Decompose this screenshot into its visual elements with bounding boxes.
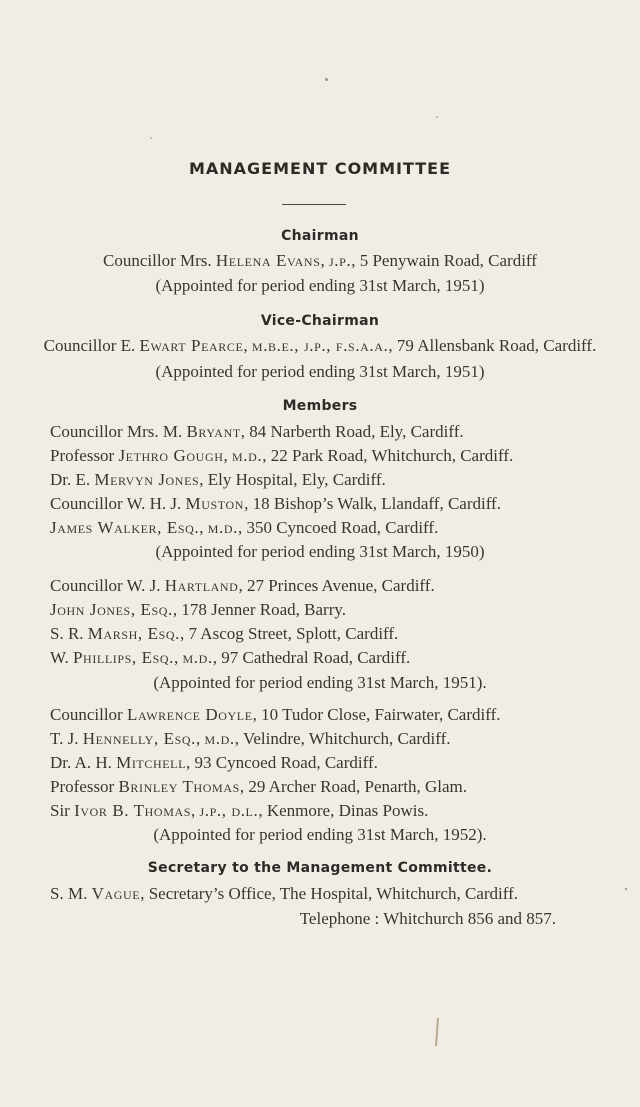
entry-name: Jethro Gough: [118, 446, 224, 465]
entry-name: Marsh, Esq.: [87, 624, 180, 643]
entry-address: , 84 Narberth Road, Ely, Cardiff.: [240, 422, 464, 441]
entry-separator: ,: [174, 648, 183, 667]
chairman-heading: Chairman: [281, 228, 359, 244]
entry-prefix: Sir: [50, 801, 75, 820]
entry-address: , 5 Penywain Road, Cardiff: [351, 251, 537, 270]
members-heading: Members: [282, 398, 358, 414]
entry-prefix: Councillor: [50, 705, 127, 724]
vice-chairman-entry: [0, 336, 640, 356]
entry-qualifications: m.d.: [182, 648, 213, 667]
entry-name: John Jones, Esq.: [50, 600, 173, 619]
secretary-entry: [50, 884, 518, 904]
entry-qualifications: m.b.e., j.p., f.s.a.a.: [251, 336, 389, 355]
entry-address: , Secretary’s Office, The Hospital, Whitchurch, Cardiff.: [140, 884, 519, 903]
entry-prefix: Councillor W. J.: [50, 576, 165, 595]
member-entry: [50, 624, 398, 644]
entry-prefix: Professor: [50, 777, 119, 796]
entry-name: Hartland: [164, 576, 239, 595]
member-entry: [50, 600, 346, 620]
members-appointment: (Appointed for period ending 31st March, 1951).: [153, 673, 487, 692]
page-title: MANAGEMENT COMMITTEE: [188, 159, 452, 178]
member-entry: [50, 494, 501, 514]
vice-chairman-heading: Vice-Chairman: [260, 313, 380, 329]
entry-qualifications: j.p., d.l.: [199, 801, 259, 820]
entry-name: Brinley Thomas: [118, 777, 240, 796]
entry-address: , 29 Archer Road, Penarth, Glam.: [239, 777, 467, 796]
member-entry: [50, 705, 501, 725]
entry-separator: ,: [223, 446, 232, 465]
entry-address: , 18 Bishop’s Walk, Llandaff, Cardiff.: [244, 494, 501, 513]
member-entry: [50, 801, 428, 821]
entry-separator: ,: [199, 518, 208, 537]
member-entry: [50, 753, 378, 773]
entry-separator: ,: [196, 729, 205, 748]
entry-address: , 7 Ascog Street, Splott, Cardiff.: [180, 624, 399, 643]
paper-speck: [325, 78, 328, 81]
entry-qualifications: j.p.: [328, 251, 352, 270]
entry-prefix: Councillor Mrs. M.: [50, 422, 187, 441]
entry-separator: ,: [191, 801, 200, 820]
member-entry: [50, 446, 513, 466]
entry-address: , 97 Cathedral Road, Cardiff.: [212, 648, 411, 667]
entry-name: Phillips, Esq.: [73, 648, 174, 667]
entry-prefix: S. R.: [50, 624, 88, 643]
entry-separator: ,: [320, 251, 329, 270]
paper-speck: [625, 888, 627, 890]
member-entry: [50, 422, 464, 442]
entry-address: , 10 Tudor Close, Fairwater, Cardiff.: [252, 705, 501, 724]
entry-name: Helena Evans: [215, 251, 321, 270]
member-entry: [50, 576, 435, 596]
entry-prefix: T. J.: [50, 729, 83, 748]
entry-name: Mervyn Jones: [94, 470, 200, 489]
entry-address: , Kenmore, Dinas Powis.: [258, 801, 429, 820]
entry-address: , 79 Allensbank Road, Cardiff.: [388, 336, 597, 355]
member-entry: [50, 648, 410, 668]
entry-prefix: Dr. A. H.: [50, 753, 117, 772]
entry-address: , 178 Jenner Road, Barry.: [172, 600, 346, 619]
entry-address: , 93 Cyncoed Road, Cardiff.: [186, 753, 378, 772]
secretary-heading: Secretary to the Management Committee.: [147, 860, 493, 876]
entry-qualifications: m.d.: [207, 518, 238, 537]
entry-address: , Ely Hospital, Ely, Cardiff.: [199, 470, 386, 489]
chairman-appointment: (Appointed for period ending 31st March, 1951): [155, 276, 485, 295]
member-entry: [50, 470, 386, 490]
paper-stain: [435, 1018, 439, 1046]
entry-name: Muston: [185, 494, 245, 513]
entry-qualifications: m.d.: [204, 729, 235, 748]
member-entry: [50, 518, 438, 538]
entry-name: Hennelly, Esq.: [82, 729, 197, 748]
entry-name: James Walker, Esq.: [50, 518, 200, 537]
entry-separator: ,: [243, 336, 252, 355]
telephone-line: Telephone : Whitchurch 856 and 857.: [299, 909, 556, 928]
chairman-entry: [0, 251, 640, 271]
entry-name: Ewart Pearce: [139, 336, 244, 355]
entry-prefix: Councillor E.: [43, 336, 140, 355]
paper-speck: [436, 116, 438, 118]
title-divider: [282, 204, 346, 205]
vice-chairman-appointment: (Appointed for period ending 31st March, 1951): [155, 362, 485, 381]
entry-name: Mitchell: [116, 753, 187, 772]
entry-prefix: Councillor Mrs.: [103, 251, 216, 270]
entry-qualifications: m.d.: [231, 446, 263, 465]
entry-prefix: W.: [50, 648, 73, 667]
entry-name: Lawrence Doyle: [126, 705, 253, 724]
entry-prefix: Dr. E.: [50, 470, 95, 489]
entry-address: , 27 Princes Avenue, Cardiff.: [238, 576, 435, 595]
entry-name: Bryant: [186, 422, 241, 441]
entry-name: Ivor B. Thomas: [74, 801, 191, 820]
entry-prefix: Councillor W. H. J.: [50, 494, 186, 513]
members-appointment: (Appointed for period ending 31st March, 1952).: [153, 825, 487, 844]
entry-address: , 350 Cyncoed Road, Cardiff.: [237, 518, 439, 537]
paper-speck: [150, 137, 152, 139]
members-appointment: (Appointed for period ending 31st March, 1950): [155, 542, 485, 561]
entry-name: Vague: [91, 884, 141, 903]
entry-prefix: Professor: [50, 446, 119, 465]
entry-address: , 22 Park Road, Whitchurch, Cardiff.: [262, 446, 514, 465]
member-entry: [50, 729, 451, 749]
entry-prefix: S. M.: [50, 884, 92, 903]
member-entry: [50, 777, 467, 797]
entry-address: , Velindre, Whitchurch, Cardiff.: [234, 729, 451, 748]
